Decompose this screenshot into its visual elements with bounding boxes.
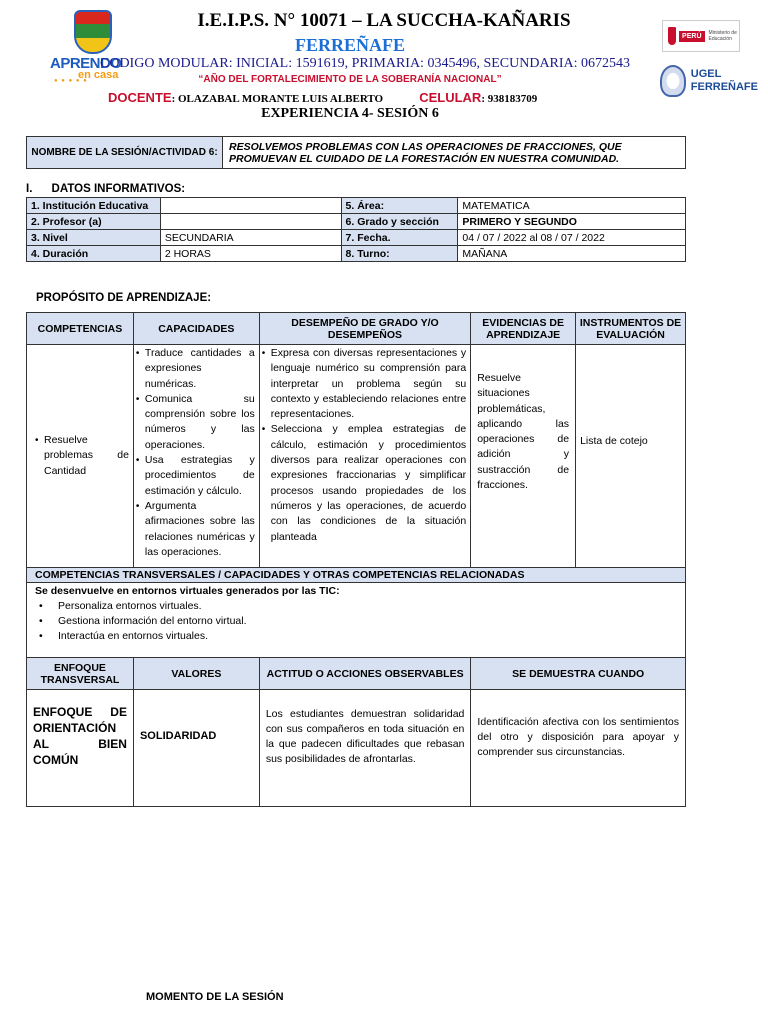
desempenos-cell: [259, 345, 470, 568]
datos-label: 1. Institución Educativa: [27, 198, 161, 214]
minedu-country: PERÚ: [679, 31, 704, 42]
header-capacidades: CAPACIDADES: [133, 313, 259, 345]
docente-name: : OLAZABAL MORANTE LUIS ALBERTO: [171, 93, 384, 105]
valor-cell: SOLIDARIDAD: [133, 690, 259, 807]
capacidad-item: • Traduce cantidades a expresiones numéricas.: [138, 346, 255, 392]
datos-value: [160, 198, 341, 214]
header-evidencias: EVIDENCIAS DE APRENDIZAJE: [471, 313, 576, 345]
enfoque-table: [26, 657, 686, 807]
header-instrumentos: INSTRUMENTOS DE EVALUACIÓN: [576, 313, 686, 345]
school-subtitle: FERREÑAFE: [294, 35, 405, 55]
datos-value: 04 / 07 / 2022 al 08 / 07 / 2022: [458, 230, 686, 246]
capacidad-item: • Usa estrategias y procedimientos de estimación y cálculo.: [138, 453, 255, 499]
desempeno-item: • Selecciona y emplea estrategias de cálculo, estimación y procedimientos diversos para realizar operaciones con expresiones fraccionarias y simplificar procesos usando propiedades de los números y las operaciones, de acuerdo con las condiciones de la situación planteada: [264, 422, 466, 544]
datos-value: PRIMERO Y SEGUNDO: [458, 214, 686, 230]
peru-shield-icon: [668, 27, 676, 45]
demuestra-cell: Identificación afectiva con los sentimientos del otro y disposición para apoyar y comprender sus circunstancias.: [471, 690, 686, 807]
instrumento-cell: Lista de cotejo: [576, 345, 686, 568]
ugel-line1: UGEL: [690, 68, 722, 80]
experiencia-title: EXPERIENCIA 4- SESIÓN 6: [261, 106, 439, 121]
aprendo-sub-text: en casa: [78, 69, 119, 81]
datos-label: 8. Turno:: [341, 246, 458, 262]
tic-item: • Interactúa en entornos virtuales.: [35, 629, 677, 644]
header-enfoque: ENFOQUE TRANSVERSAL: [27, 658, 134, 690]
datos-value: MAÑANA: [458, 246, 686, 262]
datos-label: 7. Fecha.: [341, 230, 458, 246]
datos-row: [27, 214, 686, 230]
tic-item: • Personaliza entornos virtuales.: [35, 599, 677, 614]
datos-row: [27, 198, 686, 214]
minedu-logo: [662, 20, 740, 52]
datos-value: SECUNDARIA: [160, 230, 341, 246]
datos-row: [27, 230, 686, 246]
session-label: NOMBRE DE LA SESIÓN/ACTIVIDAD 6:: [27, 137, 223, 169]
session-value: RESOLVEMOS PROBLEMAS CON LAS OPERACIONES DE FRACCIONES, QUE PROMUEVAN EL CUIDADO DE LA FORESTACIÓN EN NUESTRA COMUNIDAD.: [223, 137, 686, 169]
session-table: [26, 136, 686, 169]
ugel-logo: [660, 62, 758, 100]
header-actitud: ACTITUD O ACCIONES OBSERVABLES: [259, 658, 471, 690]
desempeno-item: • Expresa con diversas representaciones y lenguaje numérico su comprensión para interpretar un problema según su contexto y estableciendo relaciones entre representaciones.: [264, 346, 466, 422]
competencia-cell: [27, 345, 134, 568]
anio-motto: “AÑO DEL FORTALECIMIENTO DE LA SOBERANÍA NACIONAL”: [198, 74, 502, 85]
momento-title: MOMENTO DE LA SESIÓN: [146, 991, 284, 1003]
capacidad-item: • Comunica su comprensión sobre los números y las operaciones.: [138, 392, 255, 453]
aprendo-main-text: APRENDO: [50, 55, 122, 72]
proposito-title: PROPÓSITO DE APRENDIZAJE:: [36, 292, 212, 304]
celular-value: : 938183709: [481, 93, 538, 105]
docente-label: DOCENTE: [108, 90, 172, 105]
tic-title: Se desenvuelve en entornos virtuales generados por las TIC:: [35, 585, 340, 597]
datos-label: 6. Grado y sección: [341, 214, 458, 230]
header-valores: VALORES: [133, 658, 259, 690]
datos-label: 3. Nivel: [27, 230, 161, 246]
datos-value: 2 HORAS: [160, 246, 341, 262]
tic-cell: [27, 583, 686, 659]
minedu-ministry: Ministerio de Educación: [708, 30, 737, 42]
header-desempeno: DESEMPEÑO DE GRADO Y/O DESEMPEÑOS: [259, 313, 470, 345]
header-competencias: COMPETENCIAS: [27, 313, 134, 345]
aprendo-dots: ● ● ● ● ●: [54, 78, 88, 84]
capacidades-cell: [133, 345, 259, 568]
datos-value: MATEMATICA: [458, 198, 686, 214]
transversal-header: COMPETENCIAS TRANSVERSALES / CAPACIDADES Y OTRAS COMPETENCIAS RELACIONADAS: [27, 568, 686, 583]
datos-value: [160, 214, 341, 230]
ugel-text: [691, 68, 758, 94]
docente-line: [108, 90, 537, 105]
tic-item: • Gestiona información del entorno virtual.: [35, 614, 677, 629]
datos-label: 4. Duración: [27, 246, 161, 262]
datos-row: [27, 246, 686, 262]
datos-label: 2. Profesor (a): [27, 214, 161, 230]
codigo-modular: CODIGO MODULAR: INICIAL: 1591619, PRIMARIA: 0345496, SECUNDARIA: 0672543: [100, 56, 631, 71]
header-demuestra: SE DEMUESTRA CUANDO: [471, 658, 686, 690]
school-title: I.E.I.P.S. N° 10071 – LA SUCCHA-KAÑARIS: [197, 10, 571, 31]
datos-title: I. DATOS INFORMATIVOS:: [26, 183, 186, 195]
datos-label: 5. Área:: [341, 198, 458, 214]
enfoque-cell: ENFOQUE DE ORIENTACIÓN AL BIEN COMÚN: [27, 690, 134, 807]
proposito-table: [26, 312, 686, 659]
ugel-seal-icon: [660, 65, 686, 97]
celular-label: CELULAR: [419, 90, 482, 105]
competencia-item: • Resuelve problemas de Cantidad: [37, 433, 129, 479]
actitud-cell: Los estudiantes demuestran solidaridad con sus compañeros en toda situación en la que padecen dificultades que rebasan sus posibilidades de afrontarlas.: [259, 690, 471, 807]
ugel-line2: FERREÑAFE: [690, 81, 758, 93]
capacidad-item: • Argumenta afirmaciones sobre las relaciones numéricas y las operaciones.: [138, 499, 255, 560]
datos-table: [26, 197, 686, 262]
evidencia-cell: Resuelve situaciones problemáticas, aplicando las operaciones de adición y sustracción de fracciones.: [471, 345, 576, 568]
